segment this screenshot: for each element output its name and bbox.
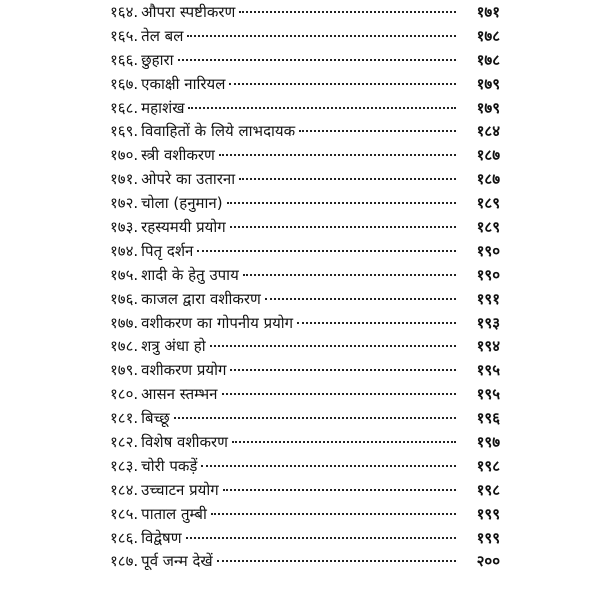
- entry-page-number: १९०: [476, 241, 500, 260]
- toc-entry: [110, 480, 500, 504]
- toc-entry: [110, 98, 500, 122]
- dot-leader: [174, 417, 456, 419]
- toc-entry: [110, 336, 500, 360]
- entry-number: १६५.: [110, 26, 139, 45]
- toc-entry: [110, 265, 500, 289]
- toc-entry: [110, 432, 500, 456]
- toc-entry: [110, 193, 500, 217]
- entry-page-number: १७९: [476, 98, 500, 117]
- dot-leader: [227, 202, 456, 204]
- entry-title: काजल द्वारा वशीकरण: [141, 289, 261, 308]
- entry-page-number: १७८: [476, 50, 500, 69]
- entry-title: शत्रु अंधा हो: [141, 337, 206, 356]
- entry-page-number: १९४: [476, 337, 500, 356]
- entry-title: शादी के हेतु उपाय: [141, 265, 239, 284]
- entry-title: विशेष वशीकरण: [141, 433, 228, 452]
- dot-leader: [230, 369, 456, 371]
- entry-page-number: १९६: [476, 409, 500, 428]
- toc-entry: [110, 384, 500, 408]
- dot-leader: [239, 11, 456, 13]
- toc-entry: [110, 360, 500, 384]
- dot-leader: [297, 322, 456, 324]
- entry-number: १८७.: [110, 552, 139, 571]
- entry-number: १७१.: [110, 170, 139, 189]
- entry-title: पाताल तुम्बी: [141, 504, 207, 523]
- entry-title: बिच्छू: [141, 409, 170, 428]
- entry-number: १६७.: [110, 74, 139, 93]
- toc-entry: [110, 241, 500, 265]
- entry-title: चोला (हनुमान): [141, 194, 223, 213]
- dot-leader: [188, 107, 456, 109]
- dot-leader: [222, 393, 457, 395]
- entry-number: १६४.: [110, 3, 139, 21]
- entry-page-number: १९८: [476, 456, 500, 475]
- entry-number: १८१.: [110, 409, 139, 428]
- entry-page-number: १९५: [476, 361, 500, 380]
- entry-number: १६८.: [110, 98, 139, 117]
- entry-number: १७३.: [110, 218, 139, 237]
- entry-page-number: १९१: [476, 289, 500, 308]
- entry-page-number: १९८: [476, 480, 500, 499]
- dot-leader: [211, 513, 456, 515]
- entry-page-number: १८७: [476, 146, 500, 165]
- entry-number: १८४.: [110, 480, 139, 499]
- entry-title: आसन स्तम्भन: [141, 385, 218, 404]
- entry-title: ओपरे का उतारना: [141, 170, 236, 189]
- dot-leader: [178, 59, 456, 61]
- toc-entry: [110, 26, 500, 50]
- dot-leader: [217, 560, 456, 562]
- dot-leader: [197, 250, 456, 252]
- dot-leader: [229, 83, 456, 85]
- entry-number: १७५.: [110, 265, 139, 284]
- toc-entry: [110, 551, 500, 575]
- entry-number: १७९.: [110, 361, 139, 380]
- table-of-contents: [110, 2, 500, 575]
- entry-title: पूर्व जन्म देखें: [141, 552, 213, 571]
- entry-title: विद्वेषण: [141, 528, 182, 547]
- toc-entry: [110, 50, 500, 74]
- toc-entry: [110, 217, 500, 241]
- entry-page-number: १८४: [476, 122, 500, 141]
- entry-page-number: १९३: [476, 313, 500, 332]
- dot-leader: [299, 130, 456, 132]
- entry-title: उच्चाटन प्रयोग: [141, 480, 219, 499]
- entry-title: चोरी पकड़ें: [141, 456, 198, 475]
- entry-title: महाशंख: [141, 98, 185, 117]
- entry-number: १६६.: [110, 50, 139, 69]
- entry-title: तेल बल: [141, 26, 184, 45]
- entry-number: १७४.: [110, 241, 139, 260]
- toc-entry: [110, 169, 500, 193]
- entry-page-number: २००: [476, 552, 500, 571]
- entry-title: वशीकरण प्रयोग: [141, 361, 227, 380]
- entry-number: १७६.: [110, 289, 139, 308]
- entry-title: वशीकरण का गोपनीय प्रयोग: [141, 313, 294, 332]
- entry-title: विवाहितों के लिये लाभदायक: [141, 122, 296, 141]
- entry-title: रहस्यमयी प्रयोग: [141, 218, 226, 237]
- entry-page-number: १९५: [476, 385, 500, 404]
- entry-page-number: १९९: [476, 528, 500, 547]
- dot-leader: [243, 274, 456, 276]
- dot-leader: [187, 35, 456, 37]
- toc-entry: [110, 313, 500, 337]
- entry-number: १७७.: [110, 313, 139, 332]
- dot-leader: [265, 298, 456, 300]
- dot-leader: [219, 154, 456, 156]
- entry-number: १७०.: [110, 146, 139, 165]
- toc-entry: [110, 74, 500, 98]
- dot-leader: [239, 178, 456, 180]
- toc-entry: [110, 145, 500, 169]
- entry-page-number: १७१: [476, 3, 500, 21]
- toc-entry: [110, 289, 500, 313]
- entry-title: पितृ दर्शन: [141, 241, 194, 260]
- dot-leader: [223, 489, 456, 491]
- entry-number: १८०.: [110, 385, 139, 404]
- entry-page-number: १९९: [476, 504, 500, 523]
- entry-number: १८५.: [110, 504, 139, 523]
- entry-title: छुहारा: [141, 50, 174, 69]
- entry-page-number: १७८: [476, 26, 500, 45]
- toc-entry: [110, 408, 500, 432]
- dot-leader: [186, 537, 456, 539]
- toc-entry: [110, 528, 500, 552]
- entry-title: एकाक्षी नारियल: [141, 74, 226, 93]
- entry-number: १८२.: [110, 433, 139, 452]
- toc-entry: [110, 504, 500, 528]
- dot-leader: [201, 465, 456, 467]
- entry-page-number: १९७: [476, 433, 500, 452]
- entry-page-number: १८९: [476, 194, 500, 213]
- entry-page-number: १८७: [476, 170, 500, 189]
- entry-title: स्त्री वशीकरण: [141, 146, 215, 165]
- entry-page-number: १९०: [476, 265, 500, 284]
- dot-leader: [210, 345, 456, 347]
- entry-title: औपरा स्पष्टीकरण: [141, 3, 236, 21]
- entry-page-number: १७९: [476, 74, 500, 93]
- toc-entry: [110, 2, 500, 26]
- entry-number: १६९.: [110, 122, 139, 141]
- toc-entry: [110, 456, 500, 480]
- entry-number: १७२.: [110, 194, 139, 213]
- dot-leader: [232, 441, 456, 443]
- toc-entry: [110, 121, 500, 145]
- entry-number: १७८.: [110, 337, 139, 356]
- dot-leader: [230, 226, 456, 228]
- entry-number: १८३.: [110, 456, 139, 475]
- entry-page-number: १८९: [476, 218, 500, 237]
- entry-number: १८६.: [110, 528, 139, 547]
